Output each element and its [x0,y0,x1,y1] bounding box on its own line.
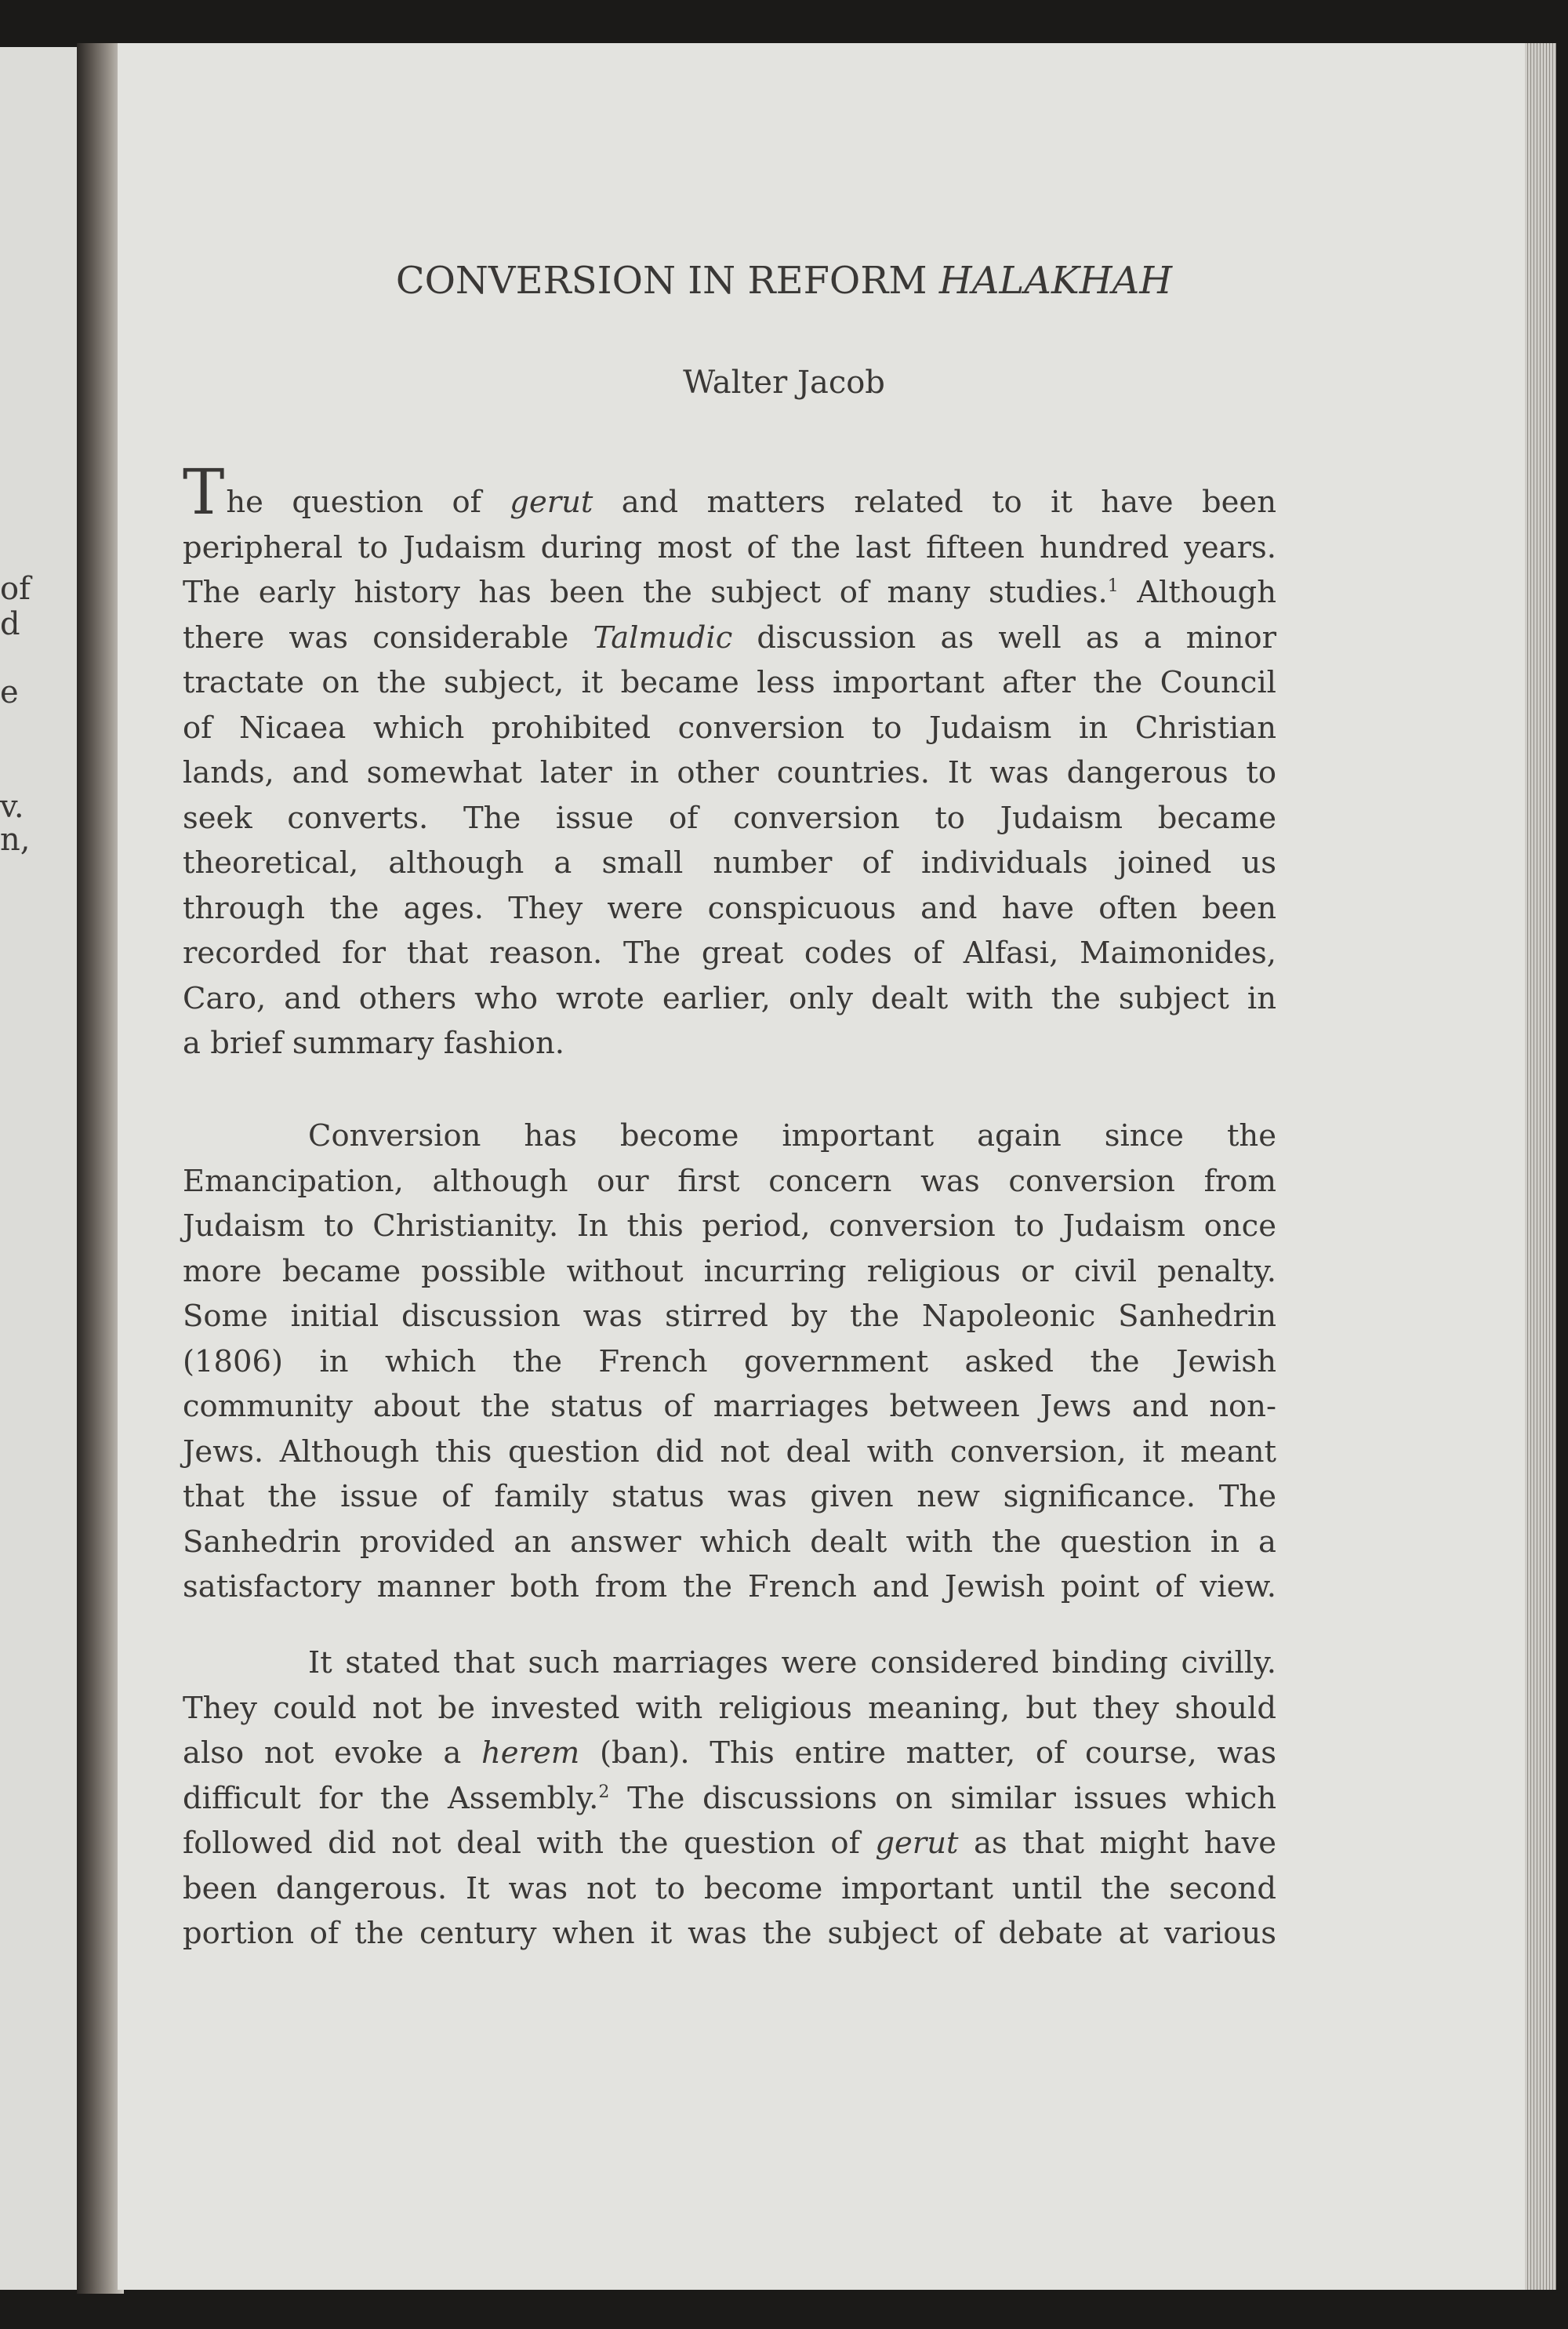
text-line [183,660,1276,706]
text-run: Caro, and others who wrote earlier, only dealt with the subject in [183,980,1276,1016]
text-run: and matters related to it have been [593,485,1276,520]
text-run: more became possible without incurring religious or civil penalty. [183,1253,1276,1289]
facing-page-fragment: e [0,674,19,710]
text-line [183,1339,1276,1385]
text-run: there was considerable [183,619,593,656]
title-italic: HALAKHAH [938,259,1173,303]
text-run: Some initial discussion was stirred by the Napoleonic Sanhedrin [183,1299,1276,1334]
text-run: (ban). This entire matter, of course, was [579,1735,1276,1771]
facing-page-fragment: v. [0,789,24,825]
text-run: Conversion has become important again since the [308,1118,1276,1154]
text-line [183,1520,1276,1565]
title-main: CONVERSION IN REFORM [395,259,939,303]
text-line [183,1021,1276,1066]
text-run: a brief summary fashion. [183,1026,565,1061]
text-run: They could not be invested with religious meaning, but they should [183,1690,1276,1726]
drop-cap: T [183,456,225,529]
facing-page-fragment: of [0,571,31,607]
italic-term: gerut [510,485,593,520]
text-run: Jews. Although this question did not deal with conversion, it meant [183,1433,1276,1470]
text-run: that the issue of family status was given new significance. The [183,1479,1276,1514]
text-run: through the ages. They were conspicuous and have often been [183,890,1276,926]
text-line [183,525,1276,571]
text-line [183,750,1276,796]
italic-term: herem [481,1735,580,1771]
paragraph-1 [183,456,1276,1066]
text-line [183,1776,1276,1822]
text-run: peripheral to Judaism during most of the last fifteen hundred years. [183,529,1276,565]
text-run: also not evoke a [183,1735,482,1771]
text-line [183,1821,1276,1866]
facing-page-fragment: n, [0,822,31,858]
text-line [183,841,1276,886]
text-line [183,796,1276,841]
text-run: The early history has been the subject of many studies. [183,575,1108,610]
text-run: discussion as well as a minor [732,619,1276,656]
text-line [183,570,1276,616]
text-line [183,1249,1276,1295]
text-run: he question of [226,485,510,520]
text-line [183,616,1276,661]
text-line [183,1159,1276,1204]
text-line [183,1294,1276,1339]
text-line [183,1866,1276,1912]
text-line [183,976,1276,1022]
text-run: (1806) in which the French government asked the Jewish [183,1343,1276,1379]
text-run: difficult for the Assembly. [183,1780,599,1816]
paragraph-2 [183,1114,1276,1610]
text-line [183,1430,1276,1475]
text-run: portion of the century when it was the subject of debate at various [183,1916,1276,1951]
text-run: It stated that such marriages were considered binding civilly. [308,1645,1276,1680]
chapter-title [0,259,1568,303]
text-line [183,1686,1276,1731]
text-run: been dangerous. It was not to become important until the second [183,1870,1276,1906]
text-line [183,706,1276,751]
text-run: Judaism to Christianity. In this period, conversion to Judaism once [183,1208,1276,1244]
text-run: seek converts. The issue of conversion to Judaism became [183,800,1276,836]
text-run: tractate on the subject, it became less important after the Council [183,665,1276,700]
text-line [183,1384,1276,1430]
text-run: recorded for that reason. The great codes of Alfasi, Maimonides, [183,936,1276,971]
text-line [183,1564,1276,1610]
text-line [183,1474,1276,1520]
text-run: of Nicaea which prohibited conversion to Judaism in Christian [183,710,1276,746]
text-run: theoretical, although a small number of individuals joined us [183,845,1276,881]
text-run: satisfactory manner both from the French and Jewish point of view. [183,1569,1276,1604]
facing-page-fragment: d [0,606,20,642]
text-line [183,456,1276,529]
text-run: The discussions on similar issues which [609,1780,1276,1816]
text-run: Sanhedrin provided an answer which dealt with the question in a [183,1524,1276,1560]
text-line [183,1911,1276,1957]
text-line [183,1204,1276,1249]
text-run: followed did not deal with the question of [183,1826,876,1861]
text-run: Although [1118,575,1276,610]
text-line [183,886,1276,932]
text-line [183,931,1276,976]
text-line [183,1114,1276,1159]
author-name: Walter Jacob [683,365,885,401]
text-run: lands, and somewhat later in other countries. It was dangerous to [183,755,1276,790]
text-run: as that might have [958,1826,1277,1861]
text-line [183,1731,1276,1776]
italic-term: Talmudic [593,619,733,656]
text-line [183,1640,1276,1686]
footnote-marker: 2 [598,1782,610,1802]
text-run: community about the status of marriages between Jews and non- [183,1389,1276,1424]
text-run: Emancipation, although our first concern was conversion from [183,1163,1276,1199]
paragraph-3 [183,1640,1276,1957]
italic-term: gerut [875,1826,959,1861]
footnote-marker: 1 [1107,576,1119,596]
